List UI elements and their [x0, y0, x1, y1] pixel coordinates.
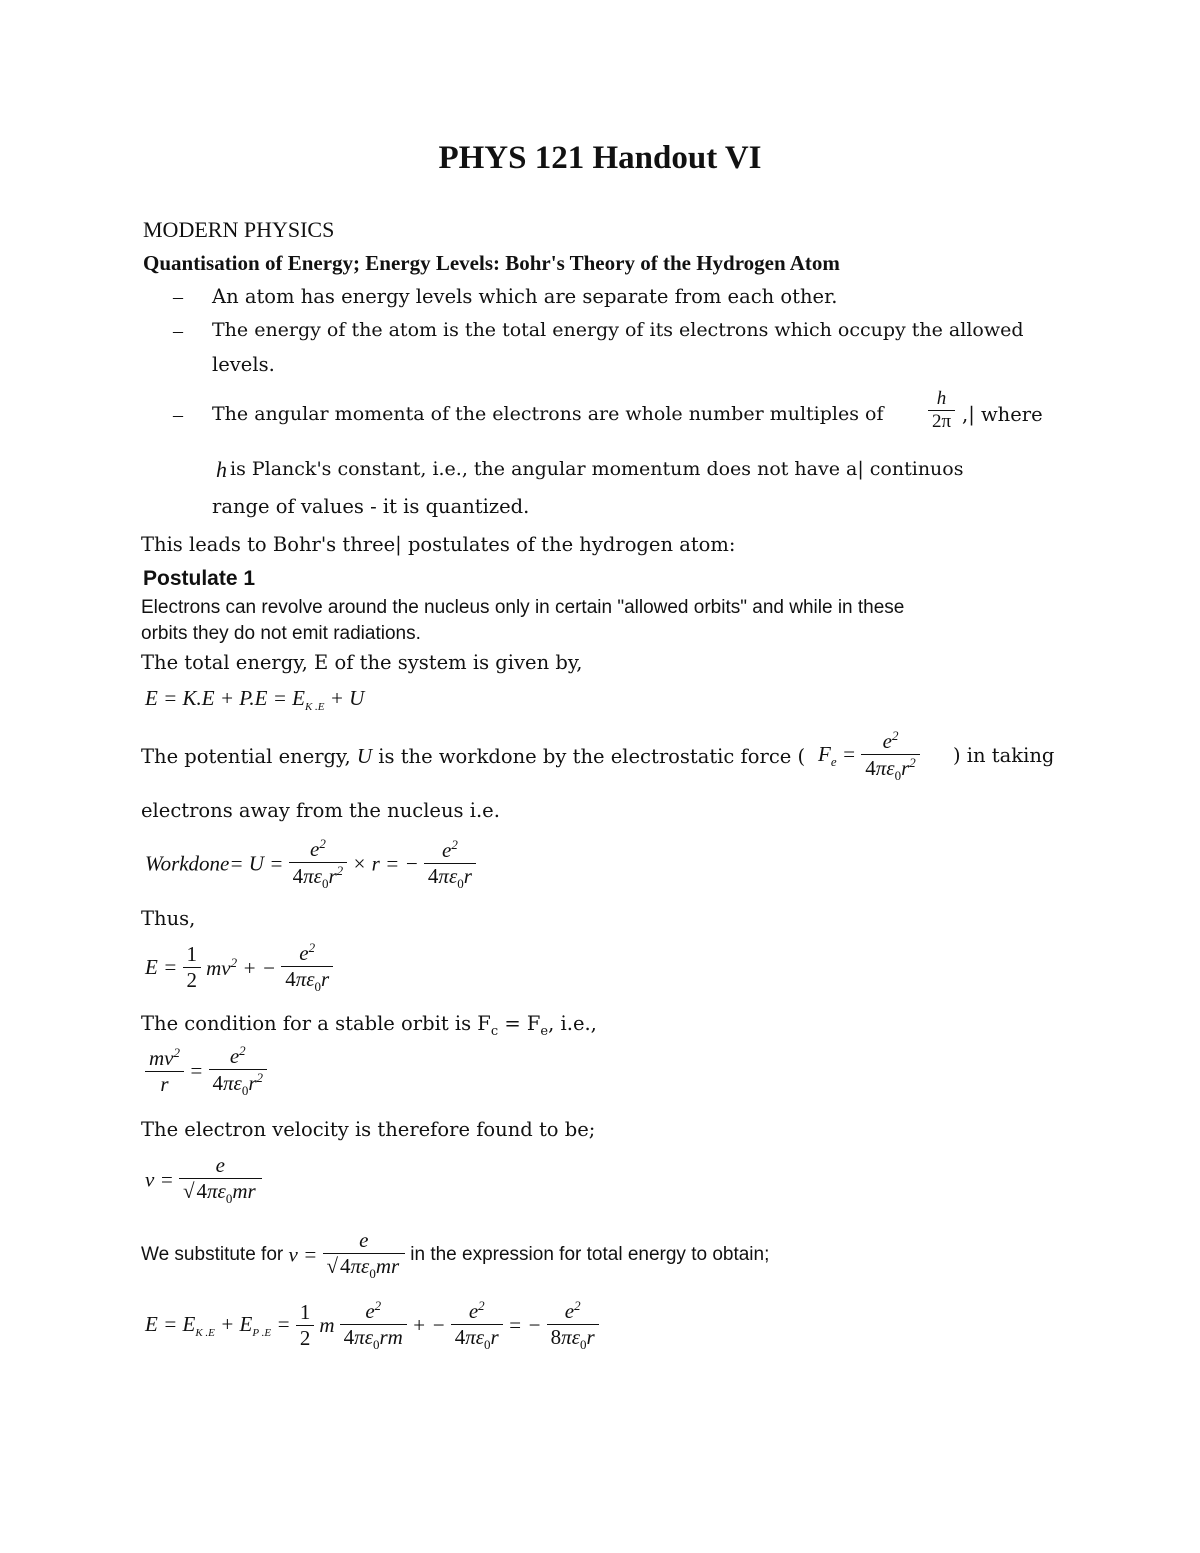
bullet-text: range of values - it is quantized.	[212, 495, 530, 518]
subsection-heading: Quantisation of Energy; Energy Levels: Bohr's Theory of the Hydrogen Atom	[143, 251, 840, 275]
text-segment: We substitute for	[141, 1244, 289, 1266]
paragraph: The total energy, E of the system is given by,	[141, 651, 583, 674]
paragraph-substitute: We substitute for v = $\frac{e}{√4\pi\varepsilon_0mr}$ in the expression for total energy to obtain;	[141, 1228, 770, 1282]
bullet-text: ,| where	[962, 403, 1043, 426]
equation-energy-sum: E = $\frac{1}{2}$ $mv^2$ + − $\frac{e^2}{4\pi\varepsilon_0r}$	[145, 940, 333, 995]
text-segment: , i.e.,	[548, 1012, 597, 1035]
equation-final-energy: $E = E_{K .E} + E_{P .E}$ = $\frac{1}{2}$ m $\frac{e^2}{4\pi\varepsilon_0rm}$ + − $\frac{e^2}{4\pi\varepsilon_0r}$ = − $\frac{e^2}{8\pi\varepsilon_0r}$	[145, 1298, 599, 1353]
postulate-text: Electrons can revolve around the nucleus only in certain "allowed orbits" and while in these	[141, 597, 905, 618]
bullet-text: An atom has energy levels which are separate from each other.	[212, 285, 838, 308]
paragraph: electrons away from the nucleus i.e.	[141, 799, 500, 822]
text-segment: The condition for a stable orbit is F	[141, 1012, 491, 1035]
section-heading: MODERN PHYSICS	[143, 217, 335, 242]
text-segment: in the expression for total energy to obtain;	[410, 1244, 770, 1266]
paragraph: Thus,	[141, 907, 196, 930]
workdone-label: Workdone	[145, 851, 230, 876]
paragraph: The electron velocity is therefore found to be;	[141, 1118, 596, 1141]
equation-velocity: v = $\frac{e}{√4\pi\varepsilon_0mr}$	[145, 1153, 262, 1207]
bullet-dash: –	[173, 320, 183, 342]
planck-symbol: h	[216, 457, 227, 482]
bullet-text: The energy of the atom is the total energy of its electrons which occupy the allowed	[212, 319, 1024, 341]
U-symbol: U	[356, 744, 373, 768]
fraction-numerator: h	[928, 388, 955, 411]
Fe-symbol: F	[818, 742, 831, 766]
postulate-heading: Postulate 1	[143, 567, 256, 590]
page-title: PHYS 121 Handout VI	[438, 140, 762, 176]
bullet-text: is Planck's constant, i.e., the angular momentum does not have a| continuos	[230, 458, 964, 480]
h-over-2pi-fraction	[928, 388, 955, 433]
text-segment: is the workdone by the electrostatic force (	[372, 745, 806, 768]
equation-stable-orbit: $\frac{mv^2}{r}$ = $\frac{e^2}{4\pi\varepsilon_0r^2}$	[145, 1043, 267, 1099]
bullet-dash: –	[173, 286, 183, 308]
text-segment: = F	[498, 1012, 541, 1035]
bullet-text: The angular momenta of the electrons are whole number multiples of	[212, 403, 884, 425]
bullet-dash: –	[173, 404, 183, 426]
Fc-subscript: c	[490, 1023, 499, 1039]
bullet-text: levels.	[212, 353, 275, 376]
equation-workdone: Workdone= U = $\frac{e^2}{4\pi\varepsilon_0r^2}$ × r = − $\frac{e^2}{4\pi\varepsilon_0r}$	[145, 836, 476, 892]
paragraph	[141, 1012, 597, 1039]
paragraph	[141, 744, 805, 769]
fraction-denominator: 2π	[932, 411, 952, 432]
equation-coulomb-force: $F_e$ = $\frac{e^2}{4\pi\varepsilon_0r^2}$	[818, 728, 920, 784]
text-segment: The potential energy,	[141, 745, 357, 768]
Fe-subscript: e	[540, 1023, 549, 1039]
paragraph: This leads to Bohr's three| postulates of the hydrogen atom:	[141, 533, 736, 556]
equation-total-energy: $E = K.E + P.E = E_{K .E} + U$	[145, 686, 365, 714]
Fe-subscript: e	[830, 754, 837, 770]
postulate-text: orbits they do not emit radiations.	[141, 623, 421, 644]
text-segment: ) in taking	[953, 744, 1055, 767]
